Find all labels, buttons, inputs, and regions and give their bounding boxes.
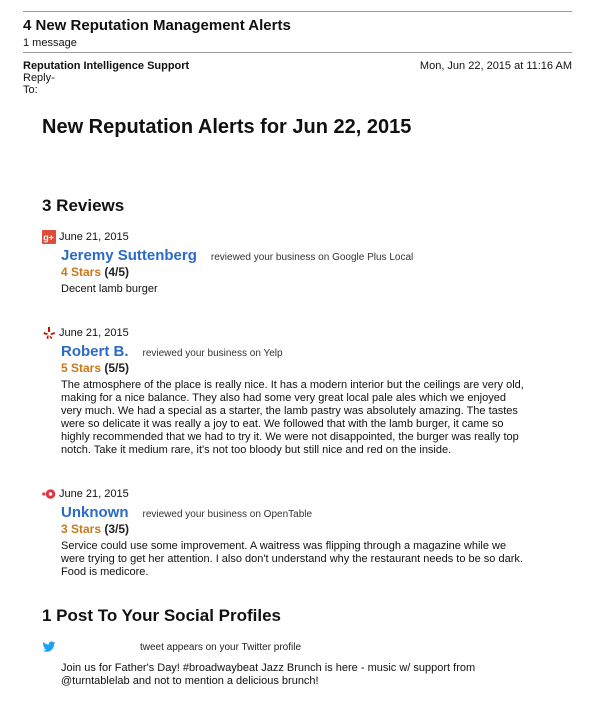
- star-rating: 5 Stars (5/5): [61, 361, 130, 375]
- to-label: To:: [23, 84, 38, 96]
- opentable-icon: [42, 487, 56, 501]
- tweet-meta: tweet appears on your Twitter profile: [140, 641, 302, 653]
- reviews-heading: 3 Reviews: [42, 196, 125, 215]
- reply-to-label: Reply-: [23, 72, 55, 84]
- alerts-heading: New Reputation Alerts for Jun 22, 2015: [42, 116, 412, 138]
- reviewer-name-link[interactable]: Robert B.: [61, 343, 129, 360]
- tweet-text: Join us for Father's Day! #broadwaybeat Jazz Brunch is here - music w/ support from @turntablelab and not to mention a delicious brunch!: [61, 662, 476, 687]
- review-source: reviewed your business on Google Plus Local: [210, 252, 414, 263]
- google-plus-icon: [42, 230, 56, 244]
- star-rating: 3 Stars (3/5): [61, 522, 130, 536]
- star-rating: 4 Stars (4/5): [61, 265, 130, 279]
- email-subject: 4 New Reputation Management Alerts: [23, 17, 291, 34]
- review-text: Service could use some improvement. A waitress was flipping through a magazine while we were trying to get her attention. I also don't understand why the restaurant needs to be so dark. Food is medicore.: [61, 540, 523, 578]
- review-source: reviewed your business on Yelp: [142, 348, 283, 359]
- sender-name: Reputation Intelligence Support: [23, 60, 190, 72]
- reviewer-name-link[interactable]: Unknown: [61, 504, 129, 521]
- email-date: Mon, Jun 22, 2015 at 11:16 AM: [419, 60, 572, 72]
- social-heading: 1 Post To Your Social Profiles: [42, 606, 282, 625]
- social-post: [42, 640, 562, 688]
- review-item: [42, 230, 562, 296]
- review-date: June 21, 2015: [59, 327, 129, 339]
- review-item: [42, 487, 562, 579]
- svg-text:g+: g+: [43, 232, 54, 243]
- review-date: June 21, 2015: [59, 231, 129, 243]
- reviewer-name-link[interactable]: Jeremy Suttenberg: [61, 247, 197, 264]
- review-source: reviewed your business on OpenTable: [142, 509, 313, 520]
- header-divider: [23, 52, 572, 53]
- review-text: The atmosphere of the place is really nice. It has a modern interior but the ceilings are very old, making for a nice balance. They also had some very great local pale ales which we enjoyed very much. We had a special as a starter, the lamb pastry was absolutely amazing. The tastes were so delicate it was really a joy to eat. We followed that with the lamb burger, it came so highly recommended that we had to try it. We were not disappointed, the burger was really top notch. Take it medium rare, it's not too bloody but still nice and red on the inside.: [61, 379, 524, 456]
- yelp-icon: [42, 326, 56, 340]
- review-item: [42, 326, 562, 457]
- review-text: Decent lamb burger: [61, 283, 158, 295]
- message-count: 1 message: [23, 37, 77, 49]
- header-divider: [23, 11, 572, 12]
- review-date: June 21, 2015: [59, 488, 129, 500]
- twitter-icon: [42, 640, 56, 654]
